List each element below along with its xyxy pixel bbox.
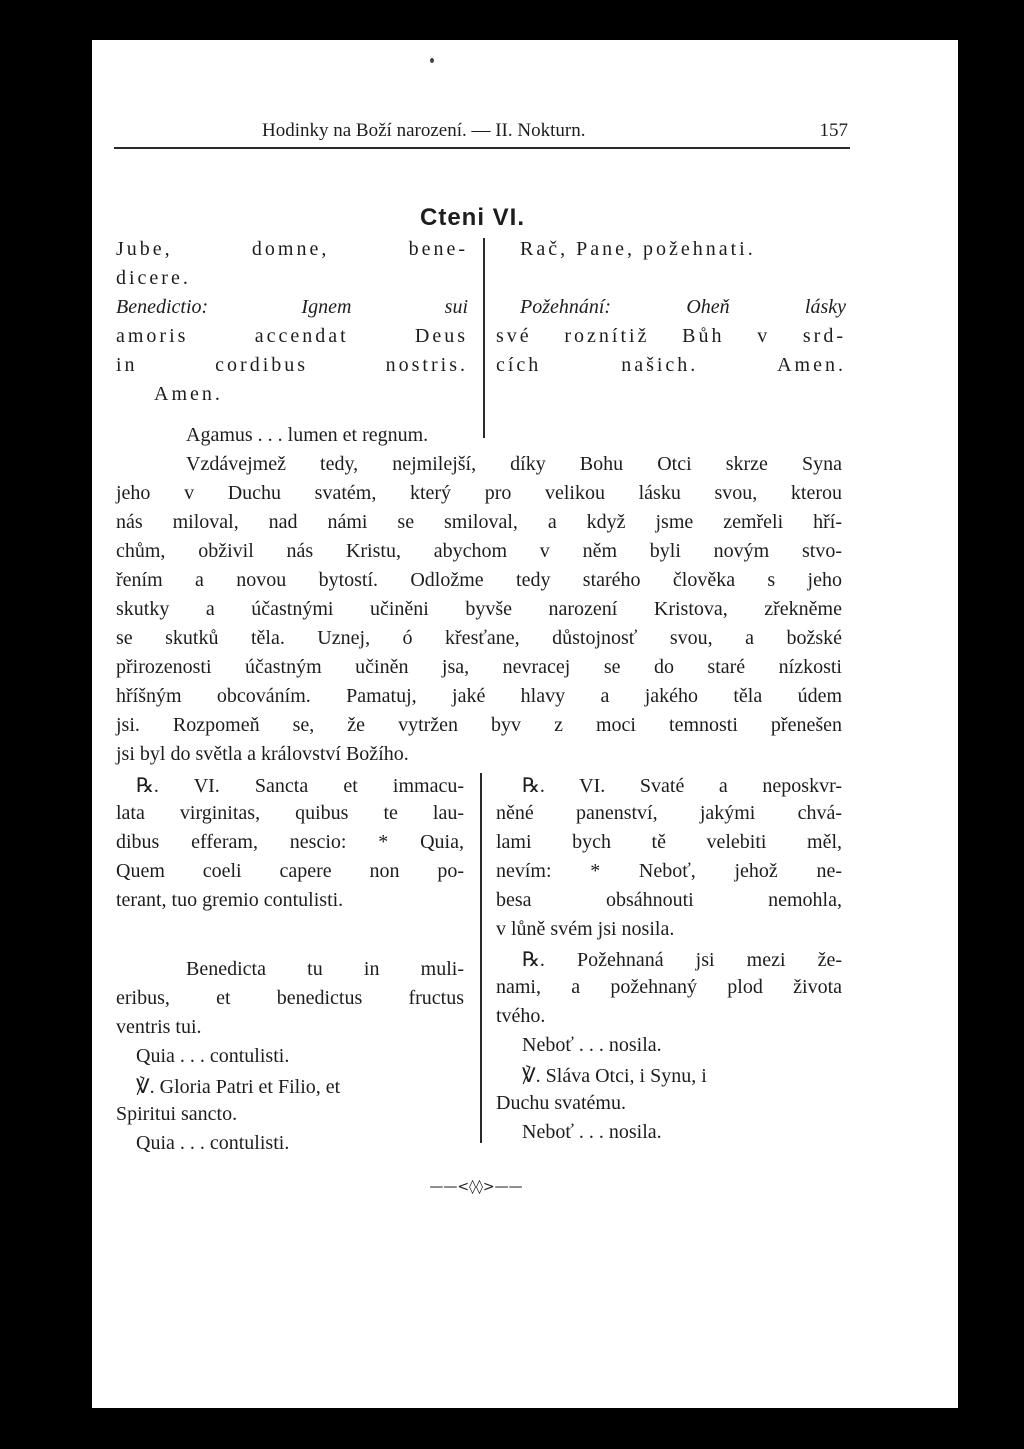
czech-line: nami, a požehnaný plod života <box>496 976 842 998</box>
text-line: hříšným obcováním. Pamatuj, jaké hlavy a jakého těla údem <box>116 685 842 707</box>
czech-line: ℞. VI. Svaté a neposkvr- <box>522 775 842 797</box>
text-line: jsi. Rozpomeň se, že vytržen byv z moci temnosti přenešen <box>116 714 842 736</box>
section-heading: Cteni VI. <box>420 204 526 231</box>
reading-czech-column <box>496 238 846 383</box>
ink-speck <box>430 58 434 63</box>
czech-line: tvého. <box>496 1005 546 1027</box>
latin-line: Quia . . . contulisti. <box>136 1132 290 1154</box>
czech-line: besa obsáhnouti nemohla, <box>496 889 842 911</box>
latin-line <box>116 918 464 958</box>
czech-line: Rač, Pane, požehnati. <box>520 238 756 260</box>
latin-line: dicere. <box>116 267 191 289</box>
text-line: se skutků těla. Uznej, ó křesťane, důstojnosť svou, a božské <box>116 627 842 649</box>
czech-line: něné panenství, jakými chvá- <box>496 802 842 824</box>
column-divider <box>483 238 485 438</box>
latin-line: terant, tuo gremio contulisti. <box>116 889 344 911</box>
main-text <box>116 424 842 772</box>
latin-line: in cordibus nostris. <box>116 354 468 376</box>
latin-line: Amen. <box>154 383 223 405</box>
czech-line: v lůně svém jsi nosila. <box>496 918 675 940</box>
running-head <box>262 120 852 150</box>
czech-line: nevím: * Neboť, jehož ne- <box>496 860 842 882</box>
text-line: jeho v Duchu svatém, který pro velikou lásku svou, kterou <box>116 482 842 504</box>
responsory-czech-column <box>496 773 842 1150</box>
czech-line: Duchu svatému. <box>496 1092 626 1114</box>
latin-line: dibus efferam, nescio: * Quia, <box>116 831 464 853</box>
text-line: nás miloval, nad námi se smiloval, a když jsme zemřeli hří- <box>116 511 842 533</box>
latin-line: eribus, et benedictus fructus <box>116 987 464 1009</box>
header-rule <box>114 147 850 149</box>
latin-line: amoris accendat Deus <box>116 325 468 347</box>
latin-line: lata virginitas, quibus te lau- <box>116 802 464 824</box>
czech-line: cích našich. Amen. <box>496 354 846 376</box>
latin-line: ℞. VI. Sancta et immacu- <box>136 775 464 797</box>
latin-line: Spiritui sancto. <box>116 1103 238 1125</box>
latin-line: Benedicta tu in muli- <box>186 958 464 980</box>
czech-line: ℣. Sláva Otci, i Synu, i <box>522 1065 707 1087</box>
czech-line: Neboť . . . nosila. <box>522 1121 662 1143</box>
page-number: 157 <box>819 120 848 141</box>
czech-line: lami bych tě velebiti měl, <box>496 831 842 853</box>
czech-line: Neboť . . . nosila. <box>522 1034 662 1056</box>
text-line: řením a novou bytostí. Odložme tedy starého člověka s jeho <box>116 569 842 591</box>
closing-ornament: ——<◊◊>—— <box>429 1179 523 1195</box>
text-line: jsi byl do světla a království Božího. <box>116 743 409 765</box>
latin-line: Quem coeli capere non po- <box>116 860 464 882</box>
running-head-title: Hodinky na Boží narození. — II. Nokturn. <box>262 120 586 141</box>
czech-line: své roznítiž Bůh v srd- <box>496 325 846 347</box>
column-divider <box>480 773 482 1143</box>
czech-line: ℞. Požehnaná jsi mezi že- <box>522 949 842 971</box>
text-line: chům, obživil nás Kristu, abychom v něm byli novým stvo- <box>116 540 842 562</box>
latin-line: Benedictio: Ignem sui <box>116 296 468 318</box>
text-line: skutky a účastnými učiněni byvše narození Kristova, zřekněme <box>116 598 842 620</box>
latin-line: ventris tui. <box>116 1016 202 1038</box>
reading-latin-column <box>116 238 468 412</box>
responsory-latin-column <box>116 773 464 1161</box>
text-line: Agamus . . . lumen et regnum. <box>186 424 429 446</box>
czech-line: Požehnání: Oheň lásky <box>520 296 846 318</box>
text-line: přirozenosti účastným učiněn jsa, nevracej se do staré nízkosti <box>116 656 842 678</box>
czech-line <box>496 267 846 296</box>
latin-line: ℣. Gloria Patri et Filio, et <box>136 1076 341 1098</box>
latin-line: Jube, domne, bene- <box>116 238 468 260</box>
latin-line: Quia . . . contulisti. <box>136 1045 290 1067</box>
text-line: Vzdávejmež tedy, nejmilejší, díky Bohu Otci skrze Syna <box>186 453 842 475</box>
